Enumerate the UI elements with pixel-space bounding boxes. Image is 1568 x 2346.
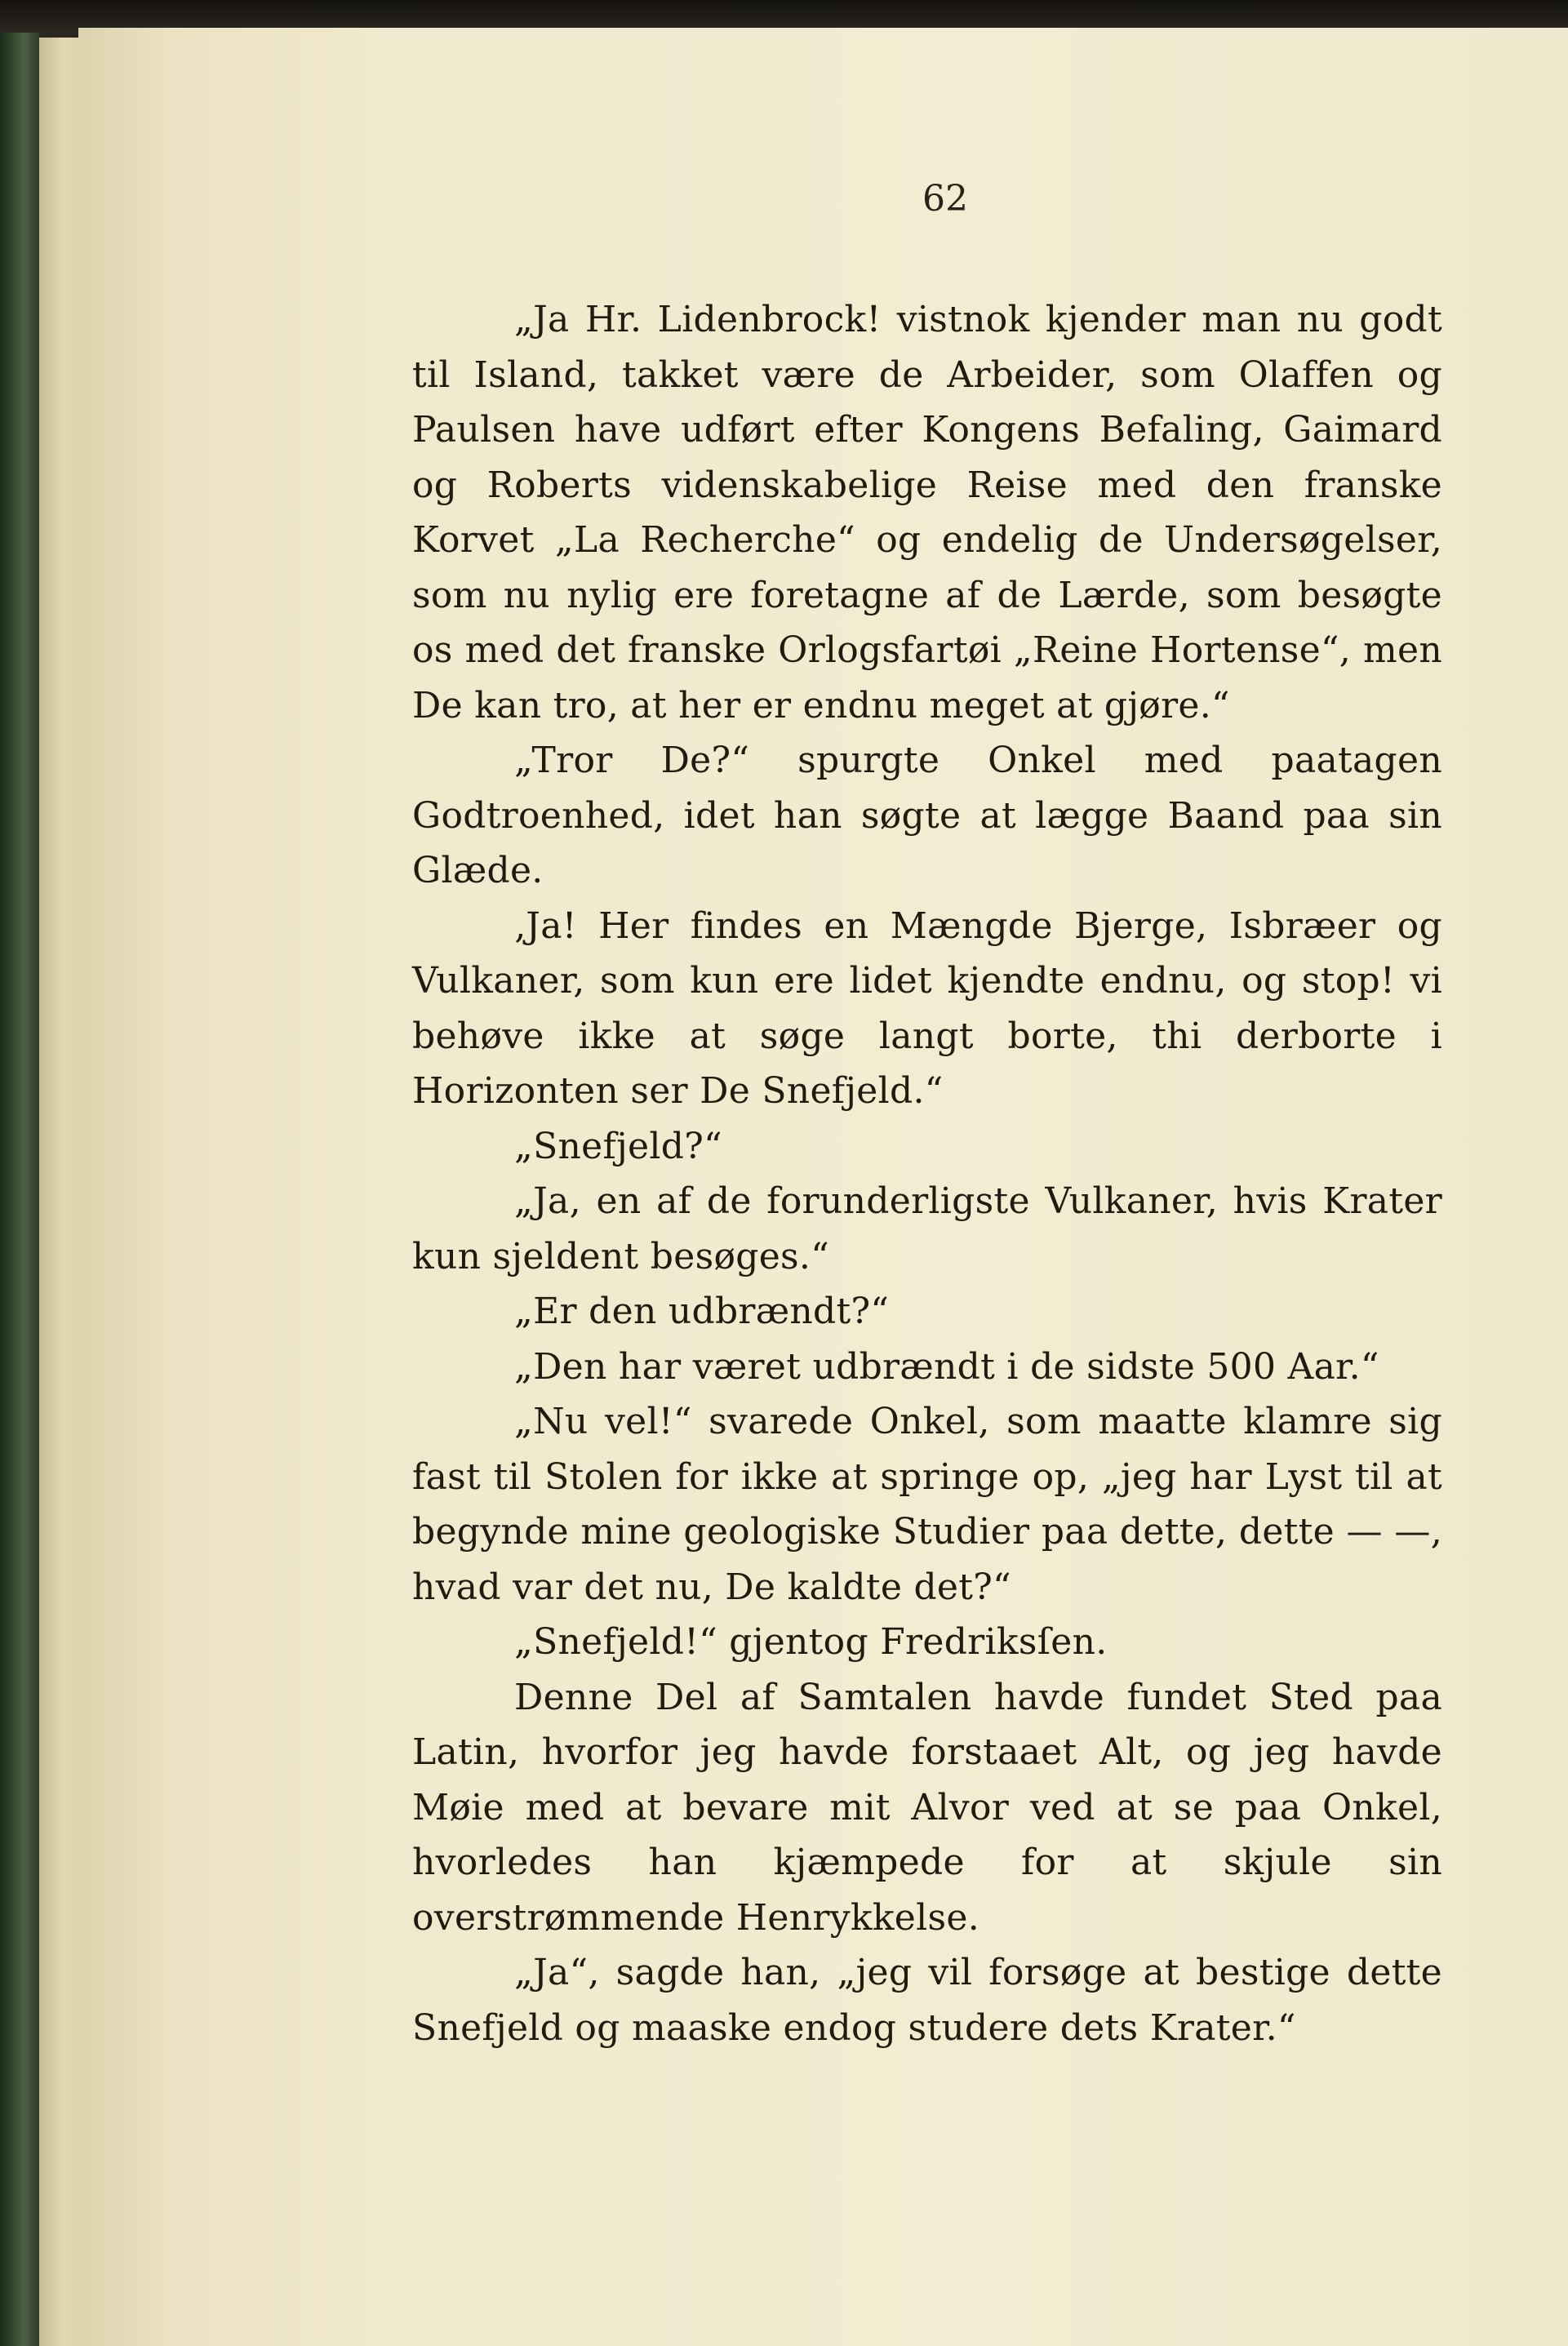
paragraph: ‚Ja! Her findes en Mængde Bjerge, Isbræer og Vulkaner, som kun ere lidet kjendte endnu, og stop! vi behøve ikke at søge langt borte, thi derborte i Horizonten ser De Snefjeld.“ (412, 904, 1442, 1112)
paragraph: „Ja Hr. Lidenbrock! vistnok kjender man nu godt til Island, takket være de Arbeider, som Olaffen og Paulsen have udført efter Kongens Befaling, Gaimard og Roberts videnskabelige Reise med den franske Korvet „La Recherche“ og endelig de Undersøgelser, som nu nylig ere foretagne af de Lærde, som besøgte os med det franske Orlogsfartøi „Reine Hortense“, men De kan tro, at her er endnu meget at gjøre.“ (412, 299, 1442, 726)
paragraph: „Snefjeld?“ (514, 1125, 722, 1167)
paragraph: „Den har været udbrændt i de sidste 500 Aar.“ (514, 1345, 1379, 1388)
paragraph: „Ja, en af de forunderligste Vulkaner, hvis Krater kun sjeldent besøges.“ (412, 1180, 1442, 1277)
paragraph: „Snefjeld!“ gjentog Fredriksſen. (514, 1621, 1108, 1663)
paragraph: Denne Del af Samtalen havde fundet Sted paa Latin, hvorfor jeg havde forstaaet Alt, og jeg havde Møie med at bevare mit Alvor ved at se paa Onkel, hvorledes han kjæmpede for at skjule sin overstrømmende Henrykkelse. (412, 1676, 1442, 1939)
paragraph: „Ja“, sagde han, „jeg vil forsøge at bestige dette Snefjeld og maaske endog studere dets Krater.“ (412, 1952, 1442, 2049)
book-binding (0, 33, 39, 2346)
body-text (412, 292, 1442, 2055)
page-number: 62 (922, 178, 968, 220)
paragraph: „Er den udbrændt?“ (514, 1291, 890, 1332)
paragraph: „Nu vel!“ svarede Onkel, som maatte klamre sig fast til Stolen for ikke at springe op, „jeg har Lyst til at begynde mine geologiske Studier paa dette, dette — —, hvad var det nu, De kaldte det?“ (412, 1401, 1442, 1608)
paragraph: „Tror De?“ spurgte Onkel med paatagen Godtroenhed, idet han søgte at lægge Baand paa sin Glæde. (412, 740, 1442, 891)
